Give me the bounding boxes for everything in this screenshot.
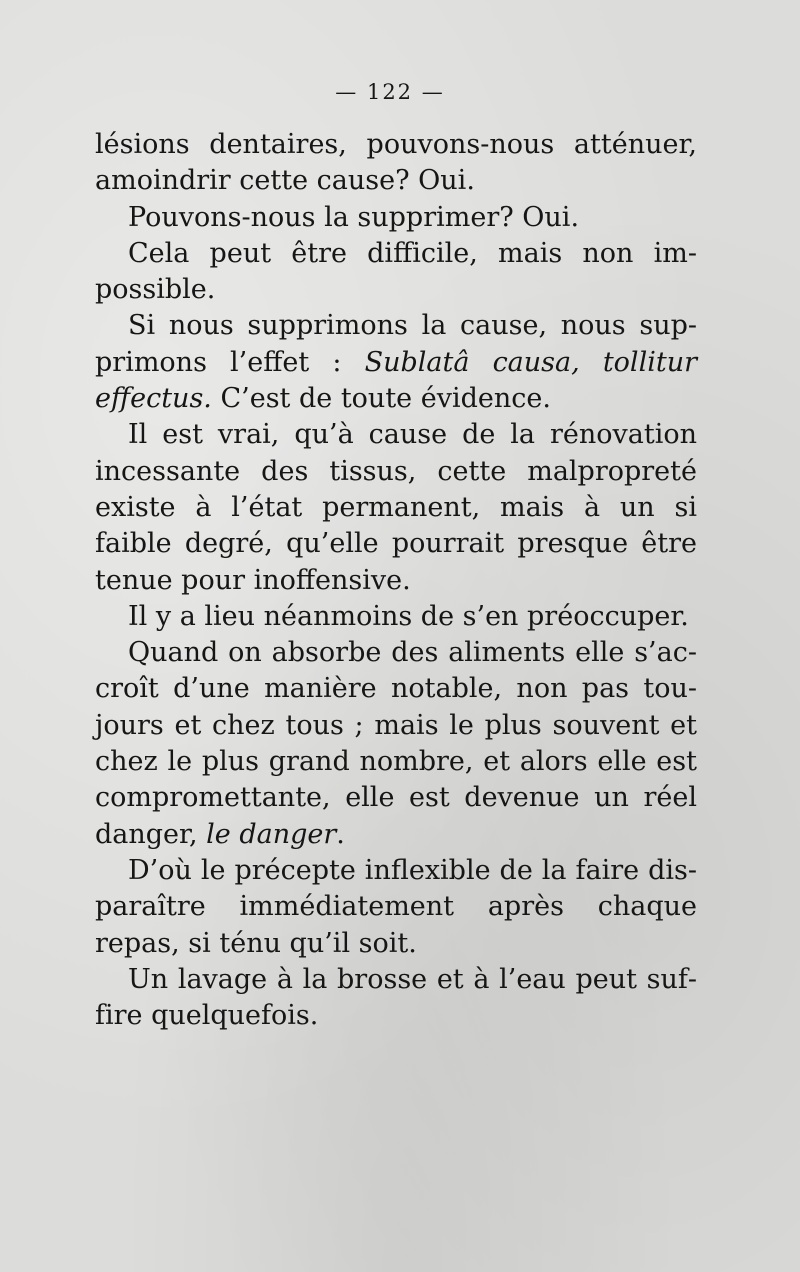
- paragraph-text: D’où le précepte inflexible de la faire disparaître immédiatement après chaque repas, si ténu qu’il soit.: [95, 854, 697, 959]
- paragraph-text: Un lavage à la brosse et à l’eau peut suffire quelquefois.: [95, 963, 697, 1032]
- paragraph: [95, 853, 697, 962]
- page-number: — 122 —: [335, 80, 445, 104]
- paragraph-text: Si nous supprimons la cause, nous supprimons l’effet :: [95, 310, 697, 378]
- paragraph: [95, 200, 697, 236]
- paragraph: [95, 236, 697, 309]
- emphasis: le danger: [206, 818, 337, 850]
- paragraph-text: lésions dentaires, pouvons-nous atténuer, amoindrir cette cause? Oui.: [95, 129, 697, 197]
- paragraph-text: .: [336, 818, 345, 850]
- paragraph: [95, 599, 697, 635]
- body-text: [95, 127, 697, 1034]
- paragraph: [95, 417, 697, 598]
- paragraph: [95, 127, 697, 200]
- paragraph-text: Quand on absorbe des aliments elle s’accroît d’une manière notable, non pas toujours et chez tous ; mais le plus souvent et chez le plus grand nombre, et alors elle est compromettante, elle est devenue un réel danger,: [95, 637, 697, 850]
- paragraph-text: Il y a lieu néanmoins de s’en préoccuper.: [128, 600, 689, 632]
- paragraph: [95, 962, 697, 1035]
- latin-quote: Sublatâ causa, tollitur effectus.: [95, 346, 697, 415]
- paragraph: [95, 635, 697, 853]
- paragraph-text: Cela peut être difficile, mais non impossible.: [95, 237, 697, 306]
- paragraph-text: Il est vrai, qu’à cause de la rénovation incessante des tissus, cette malpropreté existe à l’état permanent, mais à un si faible degré, qu’elle pourrait presque être tenue pour inoffensive.: [95, 419, 697, 596]
- paragraph-text: C’est de toute évidence.: [211, 383, 551, 415]
- paragraph-text: Pouvons-nous la supprimer? Oui.: [128, 201, 580, 233]
- paragraph: [95, 308, 697, 417]
